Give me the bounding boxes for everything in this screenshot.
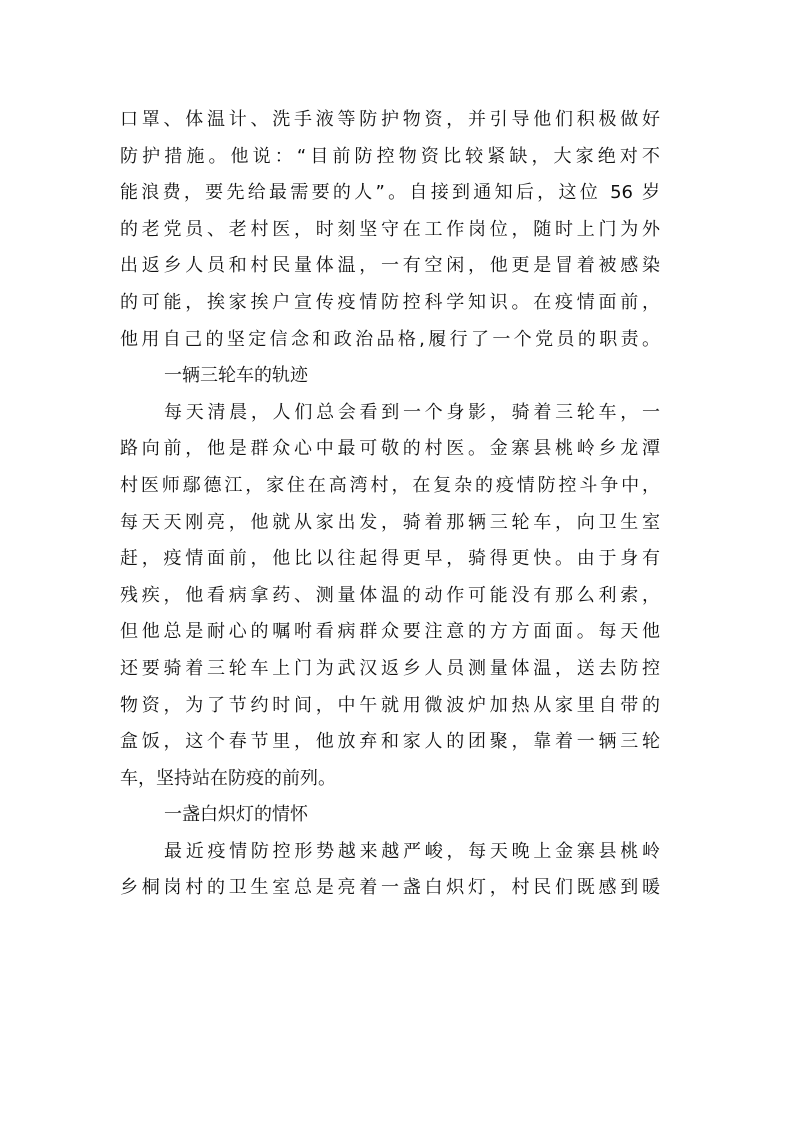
text-line: 能浪费，要先给最需要的人”。自接到通知后，这位 56 岁 [120,182,660,204]
text-line: 防护措施。他说：“目前防控物资比较紧缺，大家绝对不 [120,145,660,167]
text-line: 口罩、体温计、洗手液等防护物资，并引导他们积极做好 [120,109,660,130]
text-line: 出返乡人员和村民量体温，一有空闲，他更是冒着被感染 [120,255,660,277]
section-heading: 一辆三轮车的轨迹 [164,365,308,387]
text-line: 赶，疫情面前，他比以往起得更早，骑得更快。由于身有 [120,548,660,570]
document-body [120,102,660,907]
text-line: 每天清晨，人们总会看到一个身影，骑着三轮车，一 [164,401,660,423]
text-line: 的老党员、老村医，时刻坚守在工作岗位，随时上门为外 [120,218,660,240]
text-line: 乡桐岗村的卫生室总是亮着一盏白炽灯，村民们既感到暖 [120,877,660,899]
text-line: 盒饭，这个春节里，他放弃和家人的团聚，靠着一辆三轮 [120,731,660,753]
text-line: 的可能，挨家挨户宣传疫情防控科学知识。在疫情面前， [120,291,660,313]
section-heading: 一盏白炽灯的情怀 [164,804,308,826]
text-line: 但他总是耐心的嘱咐看病群众要注意的方方面面。每天他 [120,621,660,643]
text-line: 车，坚持站在防疫的前列。 [120,767,336,789]
text-line: 他用自己的坚定信念和政治品格,履行了一个党员的职责。 [120,328,660,350]
text-line: 残疾，他看病拿药、测量体温的动作可能没有那么利索， [120,584,660,606]
text-line: 村医师鄢德江，家住在高湾村，在复杂的疫情防控斗争中， [120,474,660,496]
text-line: 路向前，他是群众心中最可敬的村医。金寨县桃岭乡龙潭 [120,438,660,460]
text-line: 物资，为了节约时间，中午就用微波炉加热从家里自带的 [120,694,660,716]
text-line: 每天天刚亮，他就从家出发，骑着那辆三轮车，向卫生室 [120,511,660,533]
text-line: 最近疫情防控形势越来越严峻，每天晚上金寨县桃岭 [164,840,660,862]
text-line: 还要骑着三轮车上门为武汉返乡人员测量体温，送去防控 [120,657,660,679]
